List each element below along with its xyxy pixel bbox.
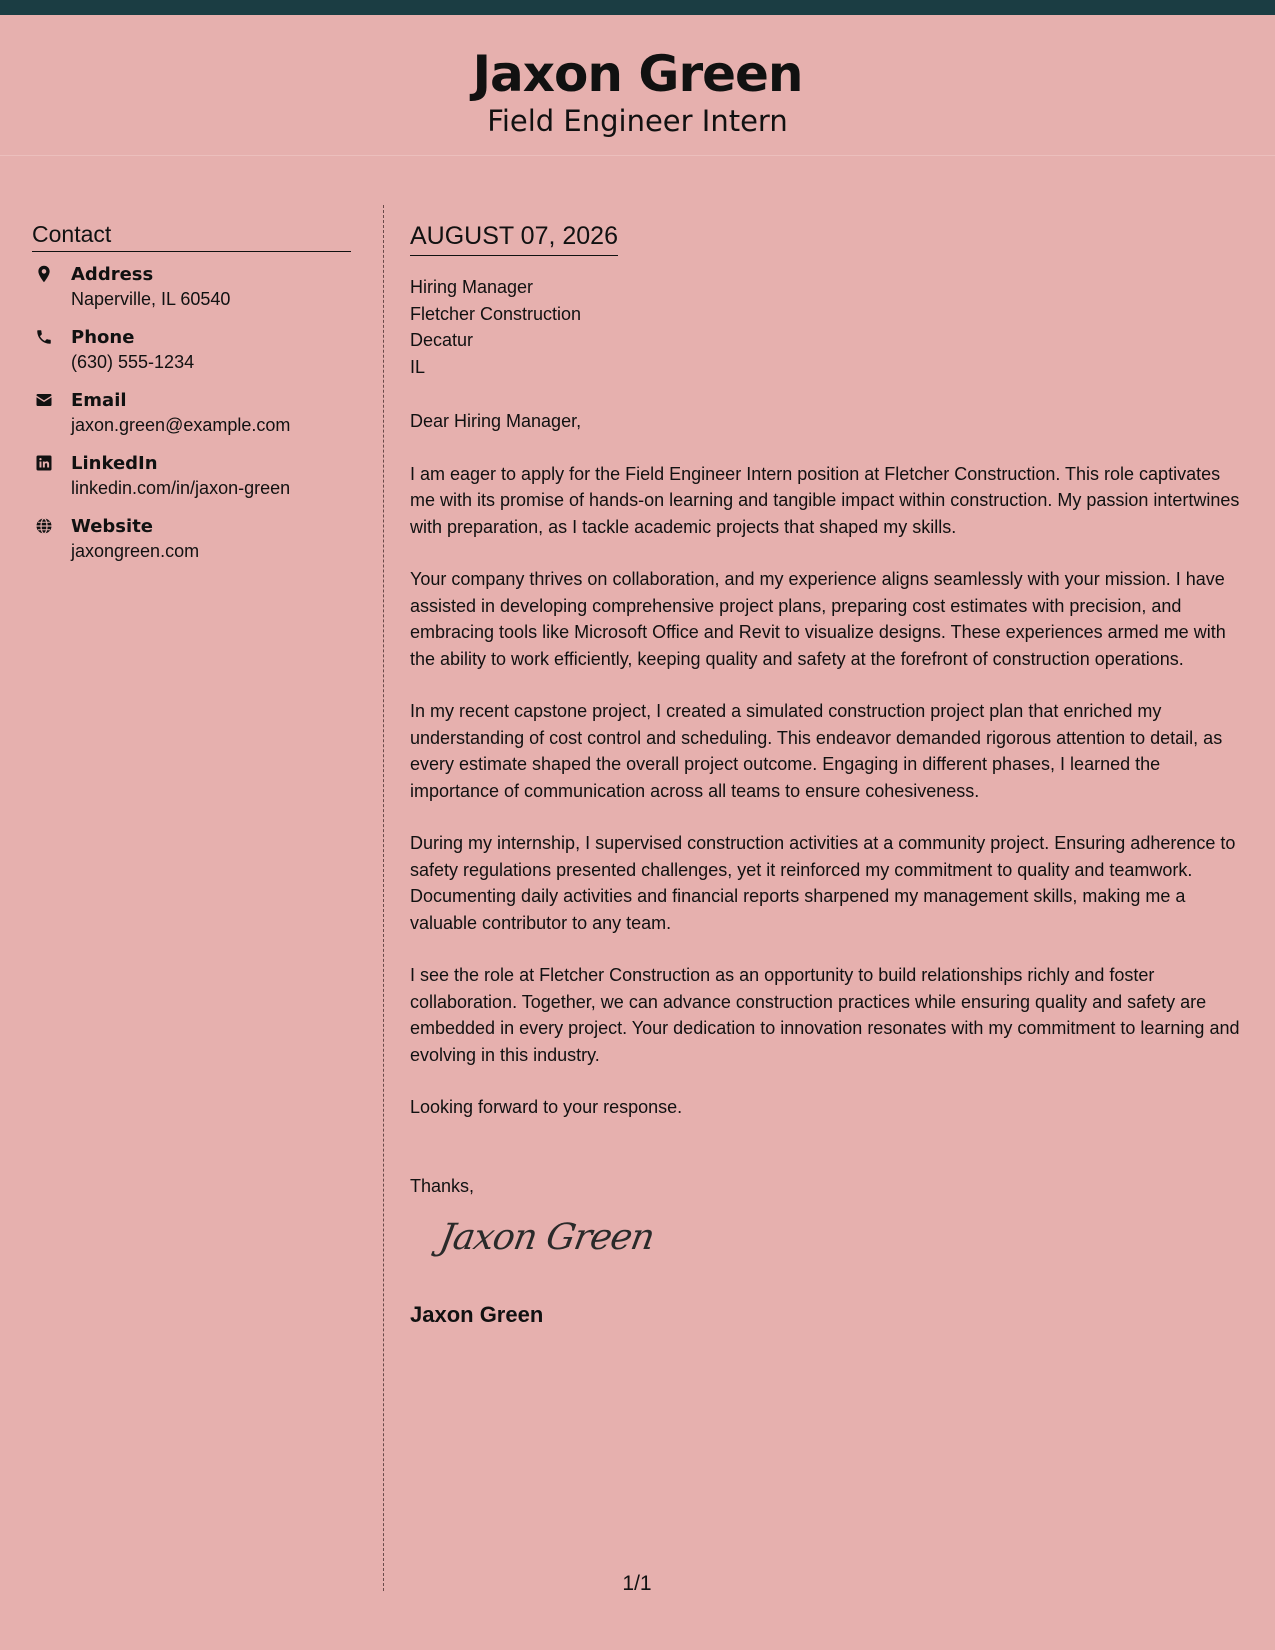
job-title: Field Engineer Intern [487,104,788,138]
contact-label: LinkedIn [71,453,158,474]
contact-label: Website [71,516,154,537]
recipient-line: Fletcher Construction [410,303,582,324]
recipient-block [410,274,1250,380]
paragraph: During my internship, I supervised construction activities at a community project. Ensuring adherence to safety regulations presented challenges, yet it reinforced my commitment to quality and teamwork. Documenting daily activities and financial reports sharpened my management skills, making me a valuable contributor to any team. [410,833,1236,933]
recipient-line: Decatur [410,330,474,350]
letter-date: AUGUST 07, 2026 [410,219,618,256]
globe-icon [35,517,53,535]
signature-block [410,1217,1250,1287]
map-pin-icon [35,265,53,283]
contact-value: (630) 555-1234 [71,352,195,372]
recipient-line: IL [410,356,426,377]
paragraph: Looking forward to your response. [410,1097,683,1117]
contact-item-linkedin [32,451,351,514]
letter-body [410,219,1250,1329]
contact-value: linkedin.com/in/jaxon-green [71,478,291,498]
envelope-icon [35,391,53,409]
contact-item-phone [32,325,351,388]
contact-heading: Contact [32,219,351,252]
contact-item-address [32,262,351,325]
contact-label: Address [71,264,154,285]
paragraph: I see the role at Fletcher Construction as an opportunity to build relationships richly and foster collaboration. Together, we can advance construction practices while ensuring quality and safety are embedded in every project. Your dedication to innovation resonates with my commitment to learning and evolving in this industry. [410,965,1240,1065]
signer-name: Jaxon Green [410,1302,544,1327]
contact-item-email [32,388,351,451]
contact-label: Email [71,390,127,411]
handwritten-signature: Jaxon Green [436,1217,658,1258]
contact-value: jaxongreen.com [71,541,200,561]
contact-sidebar [32,219,351,577]
paragraph: I am eager to apply for the Field Engineer Intern position at Fletcher Construction. This role captivates me with its promise of hands-on learning and tangible impact within construction. My passion intertwines with preparation, as I tackle academic projects that shaped my skills. [410,463,1240,537]
paragraph: In my recent capstone project, I created a simulated construction project plan that enriched my understanding of cost control and scheduling. This endeavor demanded rigorous attention to detail, as every estimate shaped the overall project outcome. Engaging in different phases, I learned the importance of communication across all teams to ensure cohesiveness. [410,701,1223,801]
paragraph: Your company thrives on collaboration, and my experience aligns seamlessly with your mission. I have assisted in developing comprehensive project plans, preparing cost estimates with precision, and embracing tools like Microsoft Office and Revit to visualize designs. These experiences armed me with the ability to work efficiently, keeping quality and safety at the forefront of construction operations. [410,569,1226,669]
linkedin-icon [35,454,53,472]
contact-item-website [32,514,351,577]
column-divider [383,205,384,1591]
top-accent-bar [0,0,1275,15]
page-indicator: 1/1 [622,1572,652,1595]
contact-label: Phone [71,327,135,348]
recipient-line: Hiring Manager [410,277,534,297]
header [0,15,1275,156]
contact-value: Naperville, IL 60540 [71,289,231,309]
phone-icon [35,328,53,346]
contact-value: jaxon.green@example.com [71,415,291,435]
salutation: Dear Hiring Manager, [410,411,582,431]
applicant-name: Jaxon Green [472,45,803,103]
closing: Thanks, [410,1175,475,1196]
